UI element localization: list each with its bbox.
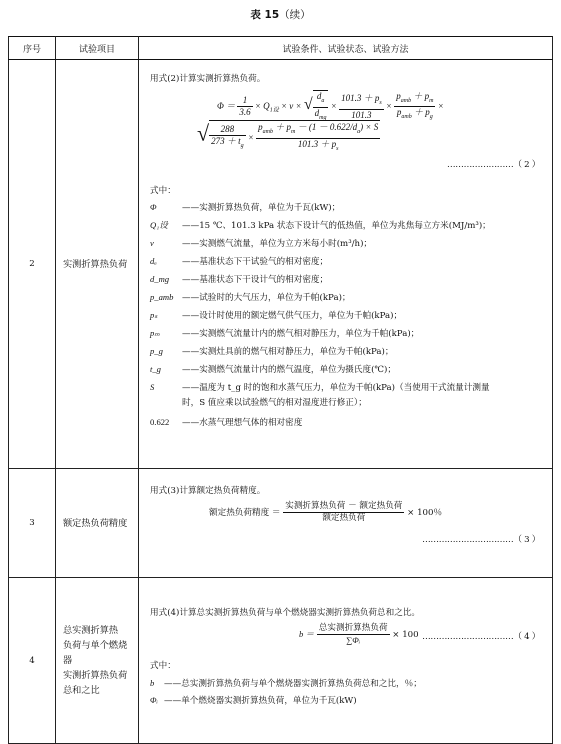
intro-text: 用式(3)计算额定热负荷精度。 xyxy=(150,486,266,496)
test-method-table xyxy=(8,36,553,744)
formula-2-line-2: √ $\frac{288}{273 + t_g}$ × $\frac{p_{amb} + p_m - (1 - 0.622/d_a) \times S}{101.3 + p_s}$ xyxy=(197,120,380,155)
row-item: 额定热负荷精度 xyxy=(56,469,139,578)
equation-number: ……………………………（ 3 ） xyxy=(422,535,540,545)
col-header-method: 试验条件、试验状态、试验方法 xyxy=(139,37,553,60)
formula-2-line-1: Φ ＝ $\frac{1}{3.6}$ × $Q_{1设} \times v$ × √ $\frac{d_a}{d_{mg}}$ × $\frac{101.3 + p_s}{101.3}$ × $\frac{p_{amb} + p_m}{p_{amb} + p_g}$ × xyxy=(217,90,444,124)
table-row xyxy=(9,469,553,578)
where-label: 式中： xyxy=(150,186,176,196)
definition-item: Q₁设 ——15 ℃、101.3 kPa 状态下设计气的低热值，单位为兆焦每立方米(MJ/m³)； xyxy=(150,220,491,231)
definition-item: p_g ——实测灶具前的燃气相对静压力，单位为千帕(kPa)； xyxy=(150,346,394,357)
definition-item: v ——实测燃气流量，单位为立方米每小时(m³/h)； xyxy=(150,238,373,249)
definition-item: Φ ——实测折算热负荷，单位为千瓦(kW)； xyxy=(150,202,341,213)
definition-item: p_amb ——试验时的大气压力，单位为千帕(kPa)； xyxy=(150,292,351,303)
row-item: 实测折算热负荷 xyxy=(56,60,139,469)
row-number: 3 xyxy=(9,469,56,578)
page-title: 表 15（续） xyxy=(250,9,311,21)
definition-item: Φᵢ ——单个燃烧器实测折算热负荷，单位为千瓦(kW) xyxy=(150,695,357,706)
definition-item: 0.622 ——水蒸气理想气体的相对密度 xyxy=(150,417,303,428)
formula-3: 额定热负荷精度 ＝ $\frac{\text{实测折算热负荷 － 额定热负荷}}{\text{额定热负荷}}$ × 100％ xyxy=(209,501,443,523)
table-row xyxy=(9,578,553,744)
col-header-no: 序号 xyxy=(9,37,56,60)
row-item: 总实测折算热 负荷与单个燃烧器 实测折算热负荷 总和之比 xyxy=(56,578,139,744)
definition-item: d_mg ——基准状态下干设计气的相对密度； xyxy=(150,274,329,285)
col-header-item: 试验项目 xyxy=(56,37,139,60)
definition-item: 时，S 值应乘以试验燃气的相对湿度进行修正）； xyxy=(182,398,367,408)
definition-item: S ——温度为 t_g 时的饱和水蒸气压力，单位为千帕(kPa)（当使用干式流量计测量 xyxy=(150,382,490,393)
table-row xyxy=(9,60,553,469)
row-number: 4 xyxy=(9,578,56,744)
equation-number: ……………………（ 2 ） xyxy=(447,160,540,170)
row-number: 2 xyxy=(9,60,56,469)
header-row xyxy=(9,37,553,60)
intro-text: 用式(4)计算总实测折算热负荷与单个燃烧器实测折算热负荷总和之比。 xyxy=(150,608,420,618)
definition-item: pₘ ——实测燃气流量计内的燃气相对静压力，单位为千帕(kPa)； xyxy=(150,328,420,339)
definition-item: b ——总实测折算热负荷与单个燃烧器实测折算热负荷总和之比，％； xyxy=(150,678,422,689)
equation-number: ……………………………（ 4 ） xyxy=(422,632,540,642)
row-method xyxy=(139,469,553,578)
definition-item: dₐ ——基准状态下干试验气的相对密度； xyxy=(150,256,329,267)
where-label: 式中： xyxy=(150,661,176,671)
definition-item: t_g ——实测燃气流量计内的燃气温度，单位为摄氏度(℃)； xyxy=(150,364,396,375)
formula-4: b ＝ $\frac{\text{总实测折算热负荷}}{\text{∑Φᵢ}}$ × 100 xyxy=(299,623,419,645)
row-method xyxy=(139,578,553,744)
row-method xyxy=(139,60,553,469)
intro-text: 用式(2)计算实测折算热负荷。 xyxy=(150,74,266,84)
definition-item: pₛ ——设计时使用的额定燃气供气压力，单位为千帕(kPa)； xyxy=(150,310,403,321)
